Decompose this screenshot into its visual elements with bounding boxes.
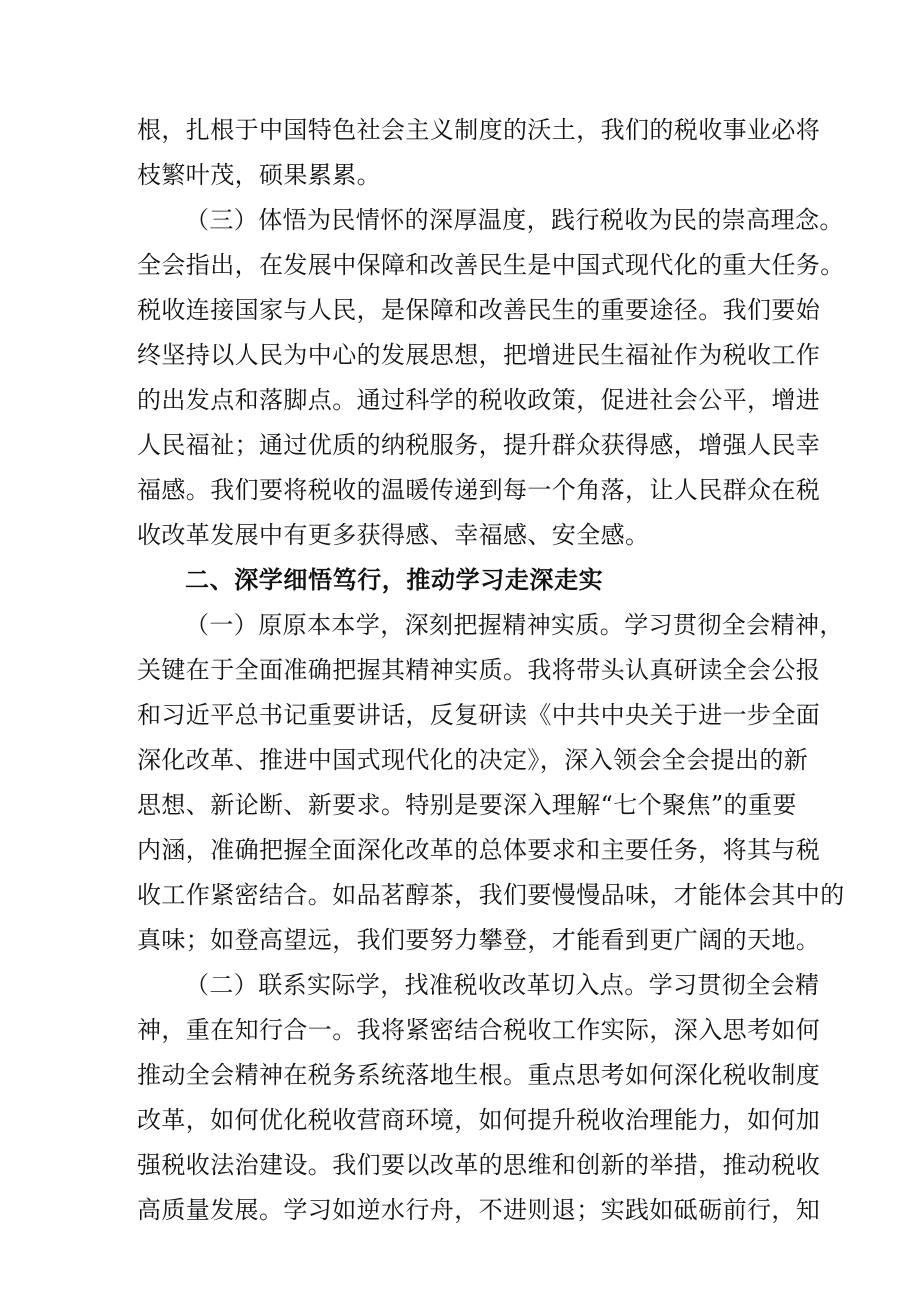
paragraph-line: 高质量发展。学习如逆水行舟，不进则退；实践如砥砺前行，知 (137, 1196, 821, 1224)
paragraph-line: 神，重在知行合一。我将紧密结合税收工作实际，深入思考如何 (137, 1016, 821, 1044)
paragraph-line: （一）原原本本学，深刻把握精神实质。学习贯彻全会精神， (185, 611, 844, 639)
paragraph-line: 枝繁叶茂，硕果累累。 (137, 161, 381, 189)
paragraph-line: 福感。我们要将税收的温暖传递到每一个角落，让人民群众在税 (137, 476, 821, 504)
paragraph-line: 税收连接国家与人民，是保障和改善民生的重要途径。我们要始 (137, 296, 821, 324)
paragraph-line: 真味；如登高望远，我们要努力攀登，才能看到更广阔的天地。 (137, 926, 821, 954)
paragraph-line: 全会指出，在发展中保障和改善民生是中国式现代化的重大任务。 (137, 251, 845, 279)
paragraph-line: 思想、新论断、新要求。特别是要深入理解“七个聚焦”的重要 (137, 791, 797, 819)
paragraph-line: 强税收法治建设。我们要以改革的思维和创新的举措，推动税收 (137, 1151, 821, 1179)
paragraph-line: 终坚持以人民为中心的发展思想，把增进民生福祉作为税收工作 (137, 341, 821, 369)
paragraph-line: 人民福祉；通过优质的纳税服务，提升群众获得感，增强人民幸 (137, 431, 821, 459)
paragraph-line: 关键在于全面准确把握其精神实质。我将带头认真研读全会公报 (137, 656, 821, 684)
paragraph-line: 根，扎根于中国特色社会主义制度的沃土，我们的税收事业必将 (137, 116, 821, 144)
paragraph-line: 收工作紧密结合。如品茗醇茶，我们要慢慢品味，才能体会其中的 (137, 881, 845, 909)
paragraph-line: 的出发点和落脚点。通过科学的税收政策，促进社会公平，增进 (137, 386, 821, 414)
paragraph-line: 收改革发展中有更多获得感、幸福感、安全感。 (137, 521, 650, 549)
paragraph-line: 和习近平总书记重要讲话，反复研读《中共中央关于进一步全面 (137, 701, 821, 729)
paragraph-line: 内涵，准确把握全面深化改革的总体要求和主要任务，将其与税 (137, 836, 821, 864)
section-heading: 二、深学细悟笃行，推动学习走深走实 (185, 566, 604, 594)
paragraph-line: （三）体悟为民情怀的深厚温度，践行税收为民的崇高理念。 (185, 206, 844, 234)
paragraph-line: 深化改革、推进中国式现代化的决定》，深入领会全会提出的新 (137, 746, 809, 774)
paragraph-line: （二）联系实际学，找准税收改革切入点。学习贯彻全会精 (185, 971, 820, 999)
paragraph-line: 推动全会精神在税务系统落地生根。重点思考如何深化税收制度 (137, 1061, 821, 1089)
paragraph-line: 改革，如何优化税收营商环境，如何提升税收治理能力，如何加 (137, 1106, 821, 1134)
